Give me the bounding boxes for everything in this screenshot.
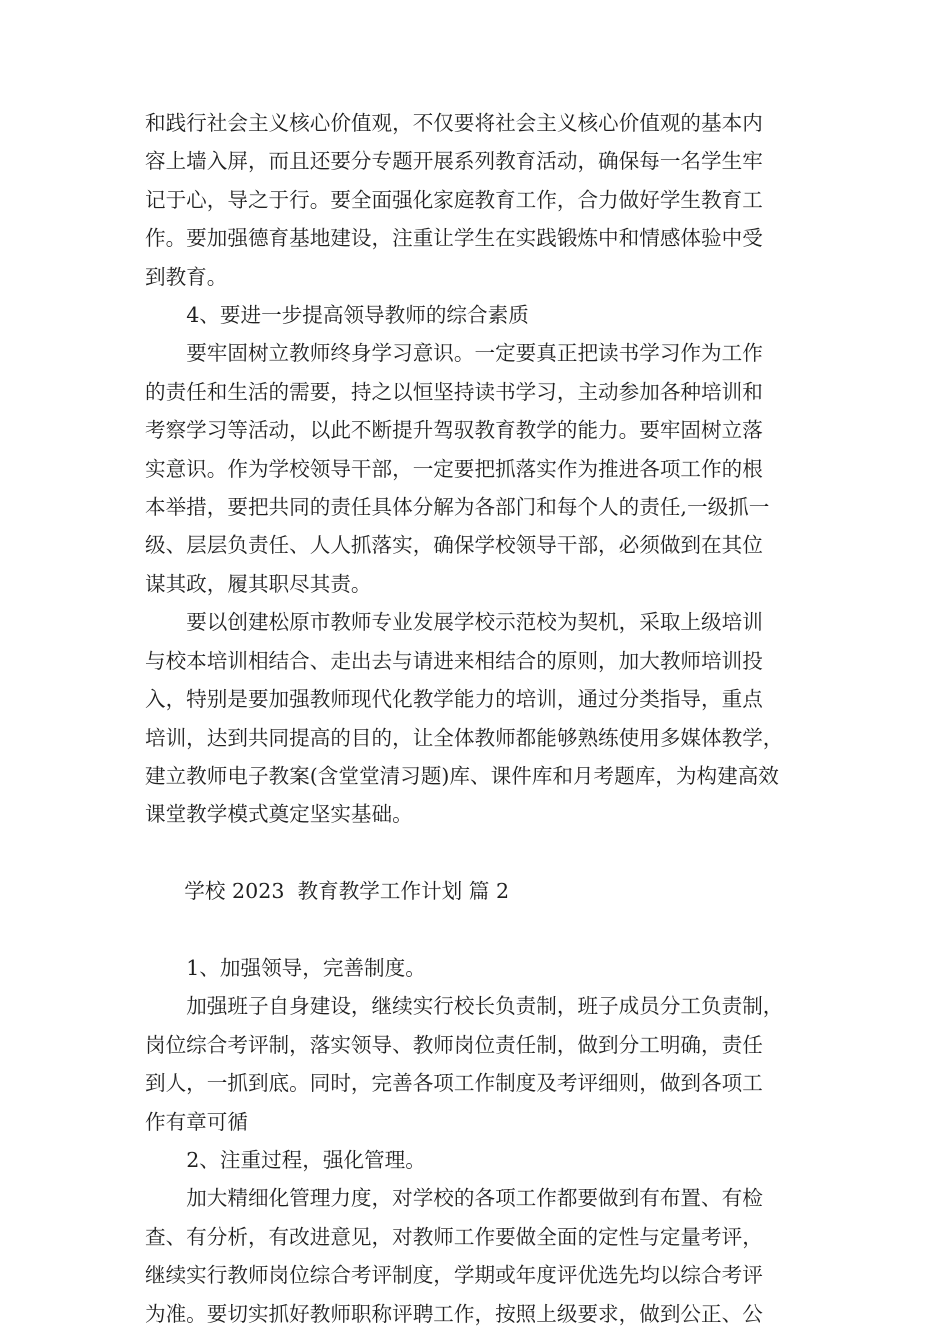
text-line: 记于心，导之于行。要全面强化家庭教育工作，合力做好学生教育工 [145, 187, 763, 212]
text-line: 入，特别是要加强教师现代化教学能力的培训，通过分类指导，重点 [145, 687, 763, 712]
paragraph-core-values [145, 104, 837, 296]
text-line: 继续实行教师岗位综合考评制度，学期或年度评优选先均以综合考评 [145, 1263, 763, 1288]
paragraph-teacher-training [145, 603, 837, 833]
text-line: 考察学习等活动，以此不断提升驾驭教育教学的能力。要牢固树立落 [145, 418, 763, 443]
section-heading-2 [145, 1141, 837, 1179]
text-line: 和践行社会主义核心价值观，不仅要将社会主义核心价值观的基本内 [145, 111, 763, 135]
text-line: 加强班子自身建设，继续实行校长负责制，班子成员分工负责制， [186, 994, 784, 1019]
text-line: 容上墙入屏，而且还要分专题开展系列教育活动，确保每一名学生牢 [145, 149, 763, 174]
text-line: 作有章可循 [145, 1109, 248, 1134]
text-line: 本举措，要把共同的责任具体分解为各部门和每个人的责任,一级抓一 [145, 495, 770, 520]
document-body [145, 104, 837, 1333]
text-line: 到人，一抓到底。同时，完善各项工作制度及考评细则，做到各项工 [145, 1071, 763, 1096]
text-line: 培训，达到共同提高的目的，让全体教师都能够熟练使用多媒体教学， [145, 725, 784, 750]
heading-text: 1、加强领导，完善制度。 [186, 955, 426, 980]
text-line: 的责任和生活的需要，持之以恒坚持读书学习，主动参加各种培训和 [145, 379, 763, 404]
paragraph-leadership [145, 987, 837, 1141]
text-line: 要牢固树立教师终身学习意识。一定要真正把读书学习作为工作 [186, 341, 763, 366]
title-text: 学校 2023 教育教学工作计划 篇 2 [184, 879, 510, 904]
text-line: 建立教师电子教案(含堂堂清习题)库、课件库和月考题库，为构建高效 [145, 763, 779, 788]
heading-text: 4、要进一步提高领导教师的综合素质 [186, 303, 529, 328]
text-line: 加大精细化管理力度，对学校的各项工作都要做到有布置、有检 [186, 1186, 763, 1211]
text-line: 到教育。 [145, 264, 228, 289]
text-line: 为准。要切实抓好教师职称评聘工作，按照上级要求，做到公正、公 [145, 1301, 763, 1326]
heading-text: 2、注重过程，强化管理。 [186, 1147, 426, 1172]
section-title-part-2 [145, 834, 837, 949]
section-heading-4 [145, 296, 837, 334]
paragraph-lifelong-learning [145, 334, 837, 603]
text-line: 要以创建松原市教师专业发展学校示范校为契机，采取上级培训 [186, 610, 763, 635]
text-line: 实意识。作为学校领导干部，一定要把抓落实作为推进各项工作的根 [145, 456, 763, 481]
text-line: 级、层层负责任、人人抓落实，确保学校领导干部，必须做到在其位 [145, 533, 763, 558]
text-line: 与校本培训相结合、走出去与请进来相结合的原则，加大教师培训投 [145, 648, 763, 673]
text-line: 作。要加强德育基地建设，注重让学生在实践锻炼中和情感体验中受 [145, 226, 763, 251]
text-line: 查、有分析，有改进意见，对教师工作要做全面的定性与定量考评， [145, 1224, 763, 1249]
section-heading-1 [145, 949, 837, 987]
paragraph-management [145, 1179, 837, 1333]
text-line: 课堂教学模式奠定坚实基础。 [145, 802, 413, 827]
text-line: 谋其政，履其职尽其责。 [145, 571, 372, 596]
text-line: 岗位综合考评制，落实领导、教师岗位责任制，做到分工明确，责任 [145, 1032, 763, 1057]
